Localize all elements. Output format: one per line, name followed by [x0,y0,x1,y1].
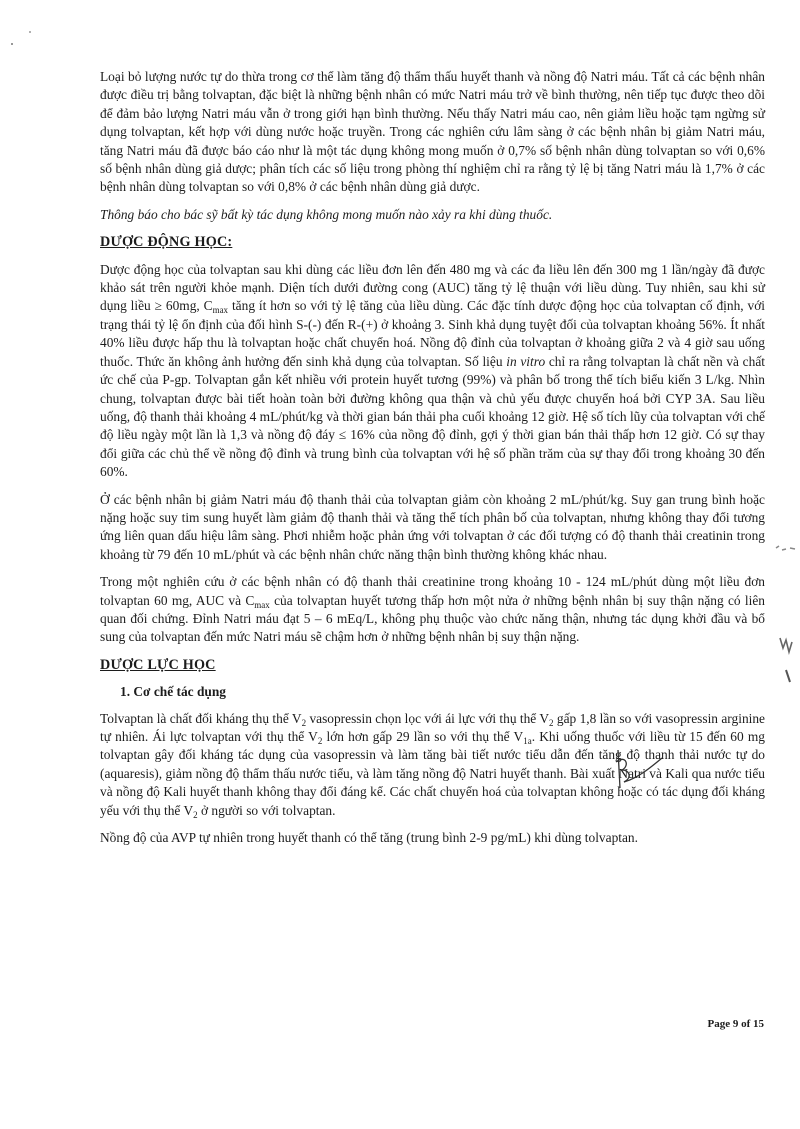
scan-corner-speck [8,28,48,52]
document-body [100,68,765,856]
paragraph-pk-general: Dược động học của tolvaptan sau khi dùng các liều đơn lên đến 480 mg và các đa liều lên đến 300 mg 1 lần/ngày đã được khảo sát trên người khỏe mạnh. Diện tích dưới đường cong (AUC) tăng tỷ lệ thuận với liều dùng. Tuy nhiên, sau khi sử dụng liều ≥ 60mg, $C_{max}$ tăng ít hơn so với tỷ lệ tăng của liều dùng. Các đặc tính dược động học của tolvaptan cố định, với trạng thái tỷ lệ ổn định của đối hình S-(-) đến R-(+) ở khoảng 3. Sinh khả dụng tuyệt đối của tolvaptan khoảng 56%. Ít nhất 40% liều được hấp thu là tolvaptan hoặc chất chuyển hoá. Nồng độ đỉnh của tolvaptan ở khoảng giữa 2 và 4 giờ sau uống thuốc. Thức ăn không ảnh hưởng đến sinh khả dụng của tolvaptan. Số liệu in vitro chỉ ra rằng tolvaptan là chất nền và chất ức chế của P-gp. Tolvaptan gắn kết nhiều với protein huyết tương (99%) và phân bố trong thể tích biểu kiến 3 L/kg. Nhìn chung, tolvaptan được bài tiết hoàn toàn bởi đường không qua thận và chủ yếu được chuyển hoá bởi CYP 3A. Sau liều uống, độ thanh thải khoảng 4 mL/phút/kg và thời gian bán thải pha cuối khoảng 12 giờ. Hệ số tích lũy của tolvaptan với chế độ liều ngày một lần là 1,3 và nồng độ đáy ≤ 16% của nồng độ đỉnh, gợi ý thời gian bán thải thấp hơn 12 giờ. Có sự thay đổi giữa các chủ thể về nồng độ đỉnh và trung bình của tolvaptan với hệ số phần trăm của sự thay đổi trong khoảng 30 đến 60%. [100,261,765,480]
page-number: Page 9 of 15 [707,1018,764,1030]
paragraph-hypernatremia: Loại bỏ lượng nước tự do thừa trong cơ thể làm tăng độ thẩm thấu huyết thanh và nồng độ Natri máu. Tất cả các bệnh nhân được điều trị bằng tolvaptan, đặc biệt là những bệnh nhân có mức Natri máu trở về bình thường, nên tiếp tục được theo dõi để đảm bảo lượng Natri máu vẫn ở trong giới hạn bình thường. Nếu thấy Natri máu cao, nên giảm liều hoặc tạm ngừng sử dụng tolvaptan, kết hợp với dùng nước hoặc truyền. Trong các nghiên cứu lâm sàng ở các bệnh nhân bị giảm Natri máu, tăng Natri máu đã được báo cáo như là một tác dụng không mong muốn ở 0,7% số bệnh nhân dùng tolvaptan so với 0,6% số bệnh nhân dùng giả dược; phân tích các số liệu trong phòng thí nghiệm chỉ ra rằng tỷ lệ bị tăng Natri máu là 1,7% ở các bệnh nhân dùng tolvaptan so với 0,8% ở các bệnh nhân dùng giả dược. [100,69,765,195]
scan-edge-marks [772,520,800,700]
adverse-effect-notice: Thông báo cho bác sỹ bất kỳ tác dụng không mong muốn nào xảy ra khi dùng thuốc. [100,206,553,222]
handwritten-initials-mark [600,748,670,796]
section-heading-pharmacokinetics: DƯỢC ĐỘNG HỌC: [100,234,233,251]
paragraph-avp: Nồng độ của AVP tự nhiên trong huyết thanh có thể tăng (trung bình 2-9 pg/mL) khi dùng tolvaptan. [100,830,638,846]
section-heading-pharmacodynamics: DƯỢC LỰC HỌC [100,656,216,673]
paragraph-pk-hyponatremia: Ở các bệnh nhân bị giảm Natri máu độ thanh thải của tolvaptan giảm còn khoảng 2 mL/phút/kg. Suy gan trung bình hoặc nặng hoặc suy tim sung huyết làm giảm độ thanh thải và tăng thể tích phân bố của tolvaptan, nhưng không thay đổi tương ứng liên quan dấu hiệu lâm sàng. Phơi nhiễm hoặc phản ứng với tolvaptan ở các đối tượng có độ thanh thải creatinin trong khoảng từ 79 đến 10 mL/phút và các bệnh nhân chức năng thận bình thường không khác nhau. [100,491,765,562]
paragraph-pk-renal: Trong một nghiên cứu ở các bệnh nhân có độ thanh thải creatinine trong khoảng 10 - 124 mL/phút dùng một liều đơn tolvaptan 60 mg, AUC và $C_{max}$ của tolvaptan huyết tương thấp hơn một nửa ở những bệnh nhân bị suy thận nặng có liên quan đối chứng. Đỉnh Natri máu đạt 5 – 6 mEq/L, không phụ thuộc vào chức năng thận, nhưng tác dụng khởi đầu và bổ sung của tolvaptan đến mức Natri máu sẽ chậm hơn ở những bệnh nhân bị suy thận nặng. [100,574,765,645]
paragraph-mechanism: Tolvaptan là chất đối kháng thụ thể $V_2$ vasopressin chọn lọc với ái lực với thụ thể $V_2$ gấp 1,8 lần so với vasopressin arginine tự nhiên. Ái lực tolvaptan với thụ thể $V_2$ lớn hơn gấp 29 lần so với thụ thể $V_{1a}$. Khi uống thuốc với liều từ 15 đến 60 mg tolvaptan gây đối kháng tác dụng của vasopressin và làm tăng bài tiết nước tiểu dẫn đến tăng độ thanh thải nước tự do (aquaresis), giảm nồng độ thẩm thấu nước tiểu, và làm tăng nồng độ Natri huyết thanh. Bài xuất Natri và Kali qua nước tiểu và nồng độ Kali huyết thanh không thay đổi đáng kể. Các chất chuyển hoá của tolvaptan không hoặc có tác dụng đối kháng yếu với thụ thể $V_2$ ở người so với tolvaptan. [100,710,765,820]
subsection-heading-mechanism: 1. Cơ chế tác dụng [120,684,226,700]
